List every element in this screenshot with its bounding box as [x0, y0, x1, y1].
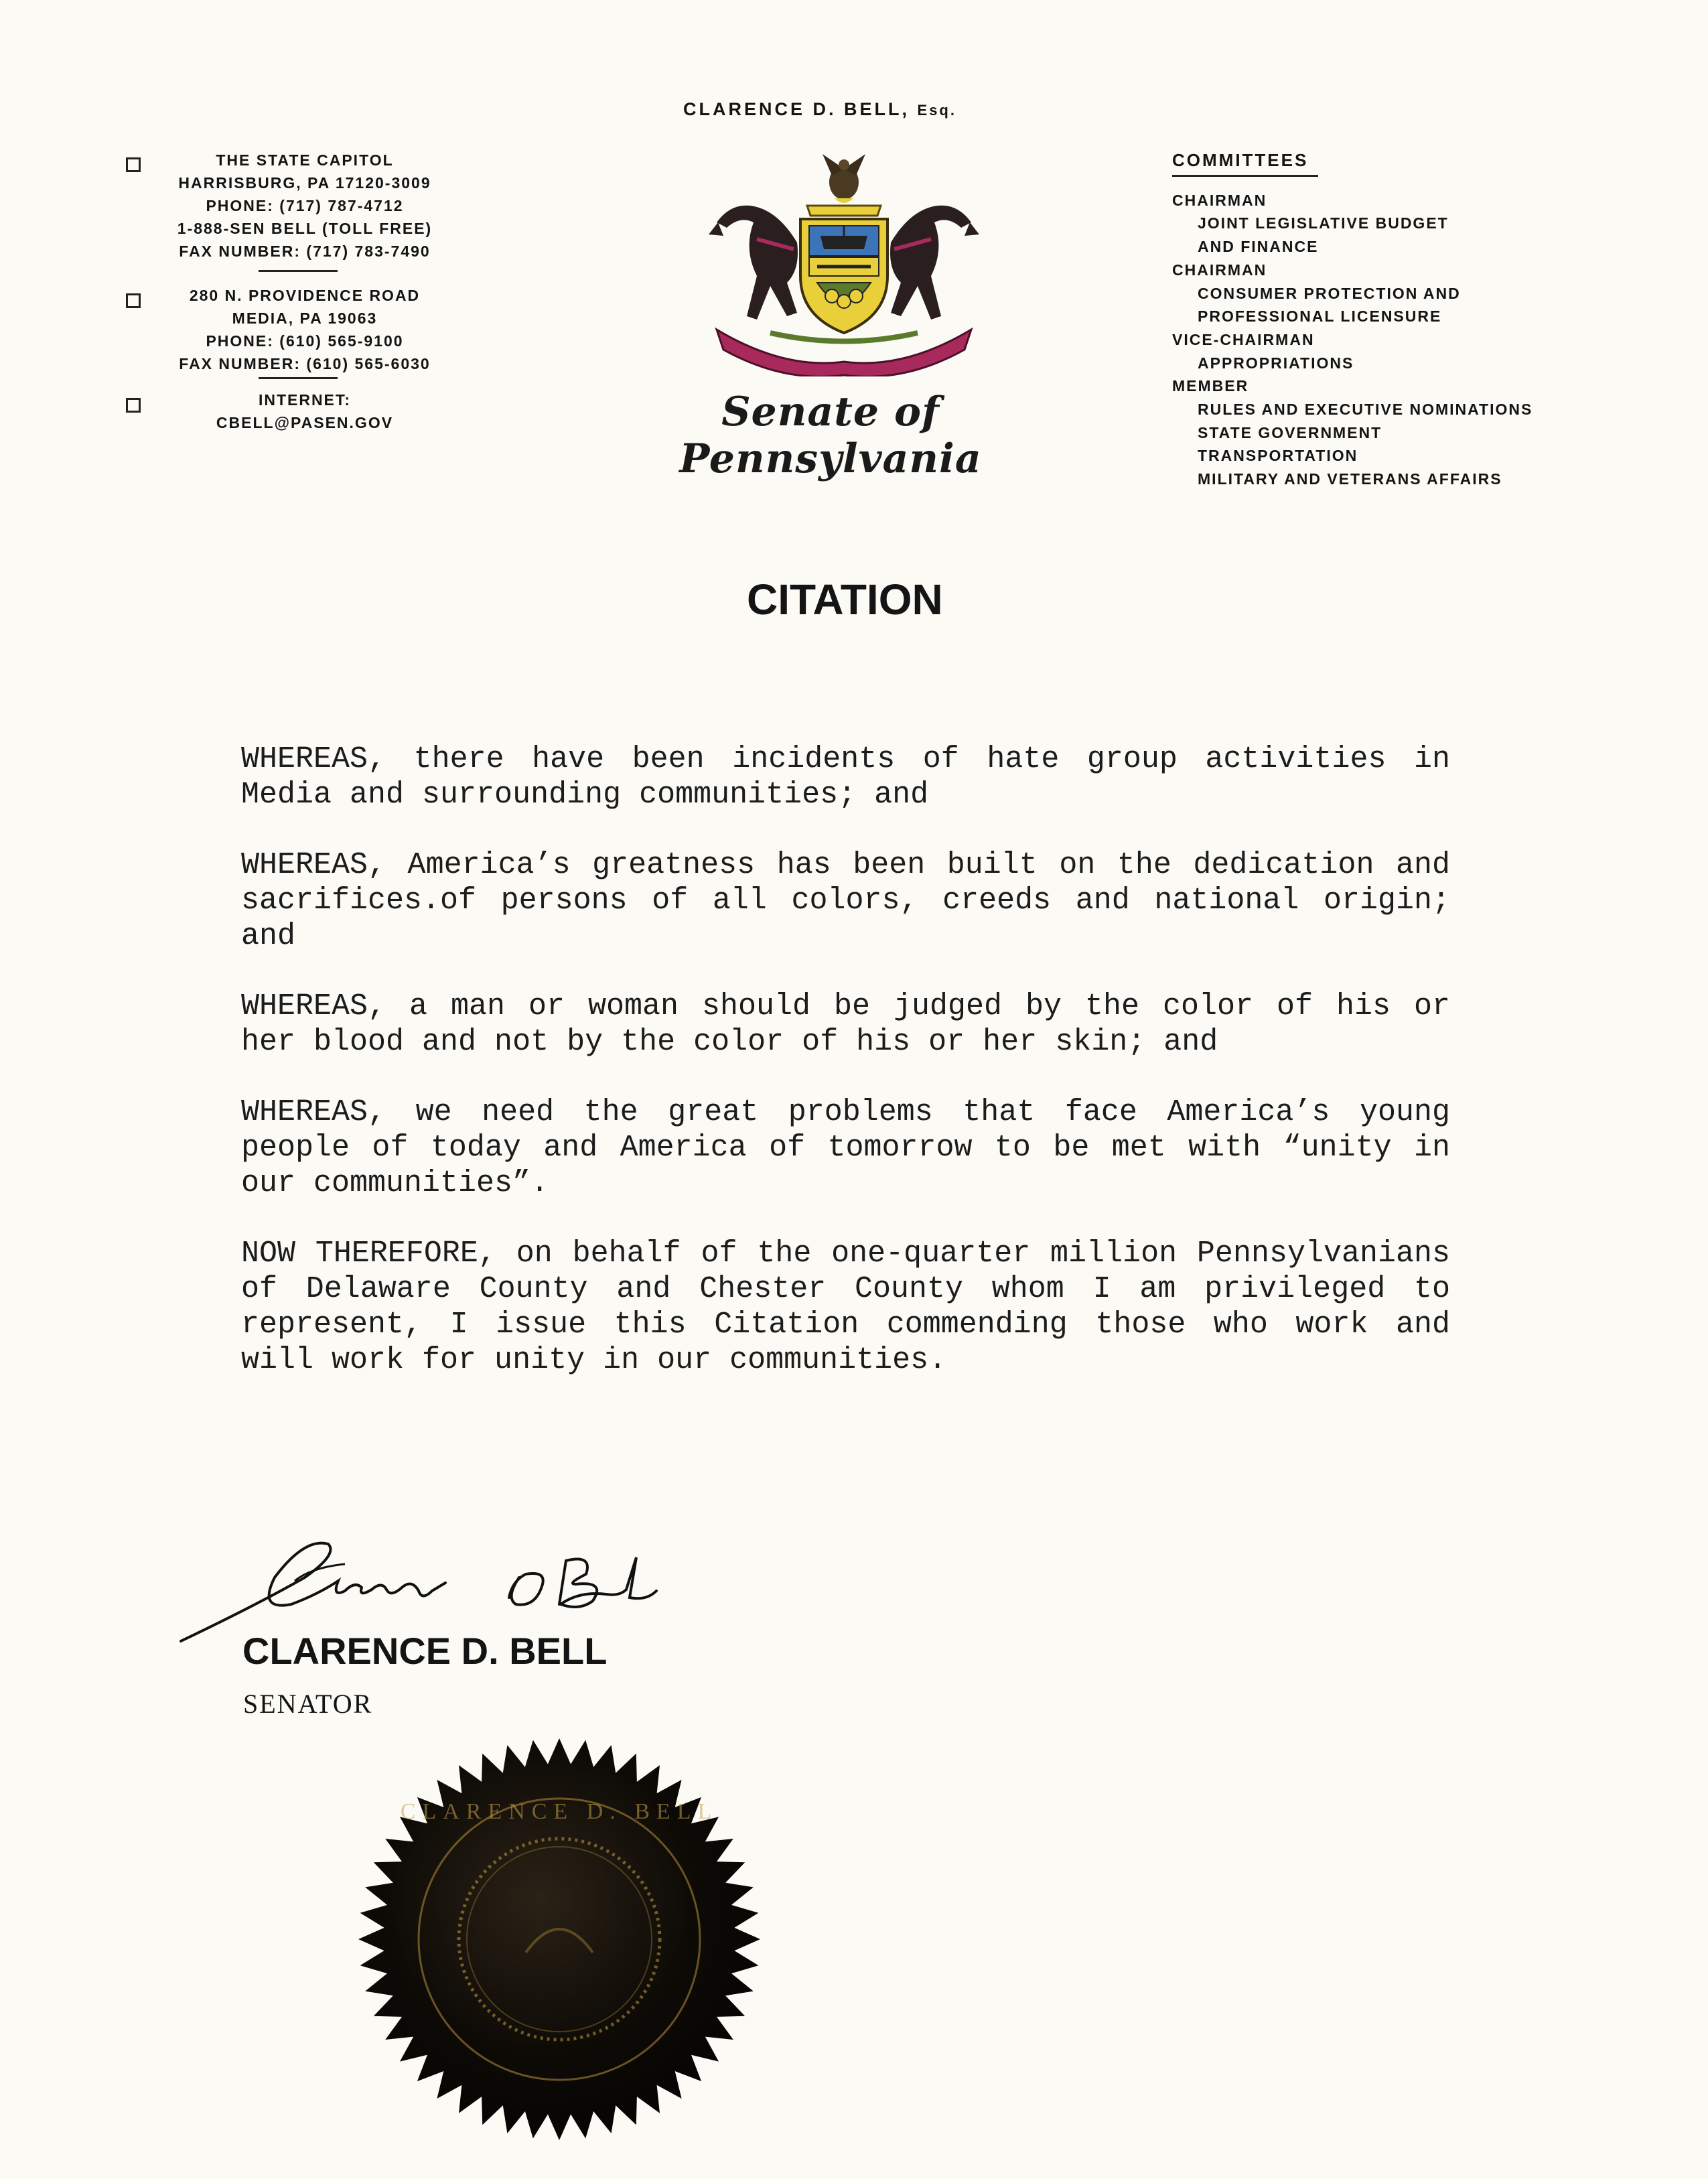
committee-role: VICE-CHAIRMAN: [1172, 330, 1315, 348]
office-line: PHONE: (717) 787-4712: [206, 197, 404, 214]
committee-item: TRANSPORTATION: [1198, 447, 1358, 465]
office-capitol: [151, 149, 459, 263]
letterhead-name-text: CLARENCE D. BELL,: [683, 99, 910, 119]
resolution-paragraph: NOW THEREFORE, on behalf of the one-quarter million Pennsylvanians of Delaware County and Chester County whom I am privileged to represent, I issue this Citation commending those who work and will work for unity in our communities.: [241, 1237, 1450, 1377]
embossed-seal-icon: [352, 1732, 767, 2147]
signatory-name: CLARENCE D. BELL: [242, 1630, 608, 1672]
office-checkbox-internet[interactable]: [126, 398, 141, 413]
divider: [259, 377, 338, 379]
divider: [259, 270, 338, 272]
office-line: PHONE: (610) 565-9100: [206, 332, 404, 350]
coat-of-arms-icon: [677, 149, 1011, 376]
letterhead-name-suffix: Esq.: [917, 102, 956, 119]
whereas-paragraph: WHEREAS, America’s greatness has been built on the dedication and sacrifices.of persons of all colors, creeds and national origin; and: [241, 848, 1450, 953]
signatory-title: SENATOR: [243, 1689, 373, 1719]
office-line: MEDIA, PA 19063: [232, 309, 378, 327]
document-title: CITATION: [747, 575, 943, 624]
committee-item: STATE GOVERNMENT: [1198, 423, 1382, 441]
senate-wordmark: Senate of Pennsylvania: [679, 389, 982, 482]
letterhead-name: [683, 99, 956, 120]
seal-embossed-text: CLARENCE D. BELL: [400, 1799, 719, 1824]
horse-right-icon: [890, 206, 979, 320]
committee-role: CHAIRMAN: [1172, 191, 1267, 209]
office-checkbox-media[interactable]: [126, 293, 141, 308]
eagle-icon: [823, 154, 865, 203]
citation-body: [241, 742, 1450, 1413]
committee-item: AND FINANCE: [1198, 238, 1319, 256]
office-line: INTERNET:: [258, 391, 352, 409]
office-media: [151, 284, 459, 375]
office-checkbox-capitol[interactable]: [126, 157, 141, 172]
whereas-paragraph: WHEREAS, a man or woman should be judged by the color of his or her blood and not by the color of his or her skin; and: [241, 989, 1450, 1059]
office-line: FAX NUMBER: (717) 783-7490: [179, 242, 431, 260]
office-line: 1-888-SEN BELL (TOLL FREE): [177, 220, 433, 237]
whereas-paragraph: WHEREAS, we need the great problems that face America’s young people of today and America of tomorrow to be met with “unity in our communities”.: [241, 1095, 1450, 1200]
office-line: 280 N. PROVIDENCE ROAD: [189, 287, 421, 304]
committee-item: MILITARY AND VETERANS AFFAIRS: [1198, 470, 1502, 488]
committee-item: RULES AND EXECUTIVE NOMINATIONS: [1198, 401, 1533, 419]
office-internet: [151, 389, 459, 434]
committees-list: [1172, 149, 1533, 491]
committee-role: MEMBER: [1172, 377, 1249, 395]
whereas-paragraph: WHEREAS, there have been incidents of hate group activities in Media and surrounding communities; and: [241, 742, 1450, 812]
committee-item: PROFESSIONAL LICENSURE: [1198, 307, 1442, 326]
committee-item: JOINT LEGISLATIVE BUDGET: [1198, 214, 1449, 232]
committees-title: COMMITTEES: [1172, 150, 1309, 170]
committee-item: APPROPRIATIONS: [1198, 354, 1354, 372]
committees-rule: [1172, 175, 1318, 177]
office-line: FAX NUMBER: (610) 565-6030: [179, 355, 431, 372]
horse-left-icon: [709, 206, 798, 320]
committee-item: CONSUMER PROTECTION AND: [1198, 284, 1461, 302]
office-line: CBELL@PASEN.GOV: [216, 414, 394, 431]
committee-role: CHAIRMAN: [1172, 261, 1267, 279]
office-line: THE STATE CAPITOL: [216, 151, 394, 169]
office-line: HARRISBURG, PA 17120-3009: [178, 174, 431, 192]
